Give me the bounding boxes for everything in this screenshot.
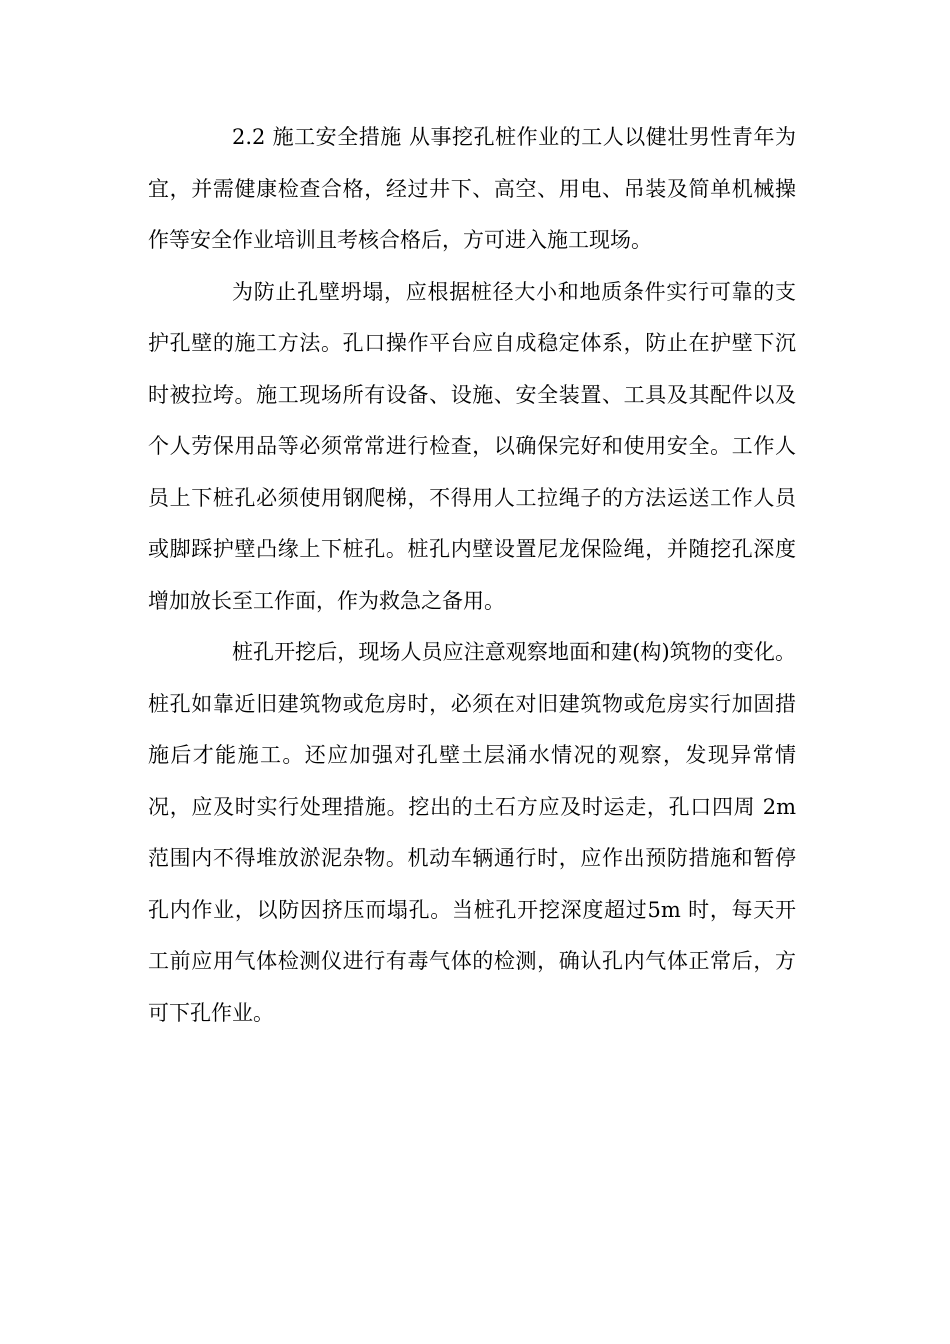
paragraph-safety-measures: 2.2 施工安全措施 从事挖孔桩作业的工人以健壮男性青年为宜，并需健康检查合格，经过井下、高空、用电、吊装及简单机械操作等安全作业培训且考核合格后，方可进入施工现场。 xyxy=(148,125,796,252)
document-body xyxy=(148,112,796,1039)
paragraph-wall-support: 为防止孔壁坍塌，应根据桩径大小和地质条件实行可靠的支护孔壁的施工方法。孔口操作平台应自成稳定体系，防止在护壁下沉时被拉垮。施工现场所有设备、设施、安全装置、工具及其配件以及个人劳保用品等必须常常进行检查，以确保完好和使用安全。工作人员上下桩孔必须使用钢爬梯，不得用人工拉绳子的方法运送工作人员或脚踩护壁凸缘上下桩孔。桩孔内壁设置尼龙保险绳，并随挖孔深度增加放长至工作面，作为救急之备用。 xyxy=(148,279,796,613)
paragraph-excavation-monitoring: 桩孔开挖后，现场人员应注意观察地面和建(构)筑物的变化。桩孔如靠近旧建筑物或危房时，必须在对旧建筑物或危房实行加固措施后才能施工。还应加强对孔壁土层涌水情况的观察，发现异常情况，应及时实行处理措施。挖出的土石方应及时运走，孔口四周 2m 范围内不得堆放淤泥杂物。机动车辆通行时，应作出预防措施和暂停孔内作业，以防因挤压而塌孔。当桩孔开挖深度超过5m 时，每天开工前应用气体检测仪进行有毒气体的检测，确认孔内气体正常后，方可下孔作业。 xyxy=(148,640,796,1025)
